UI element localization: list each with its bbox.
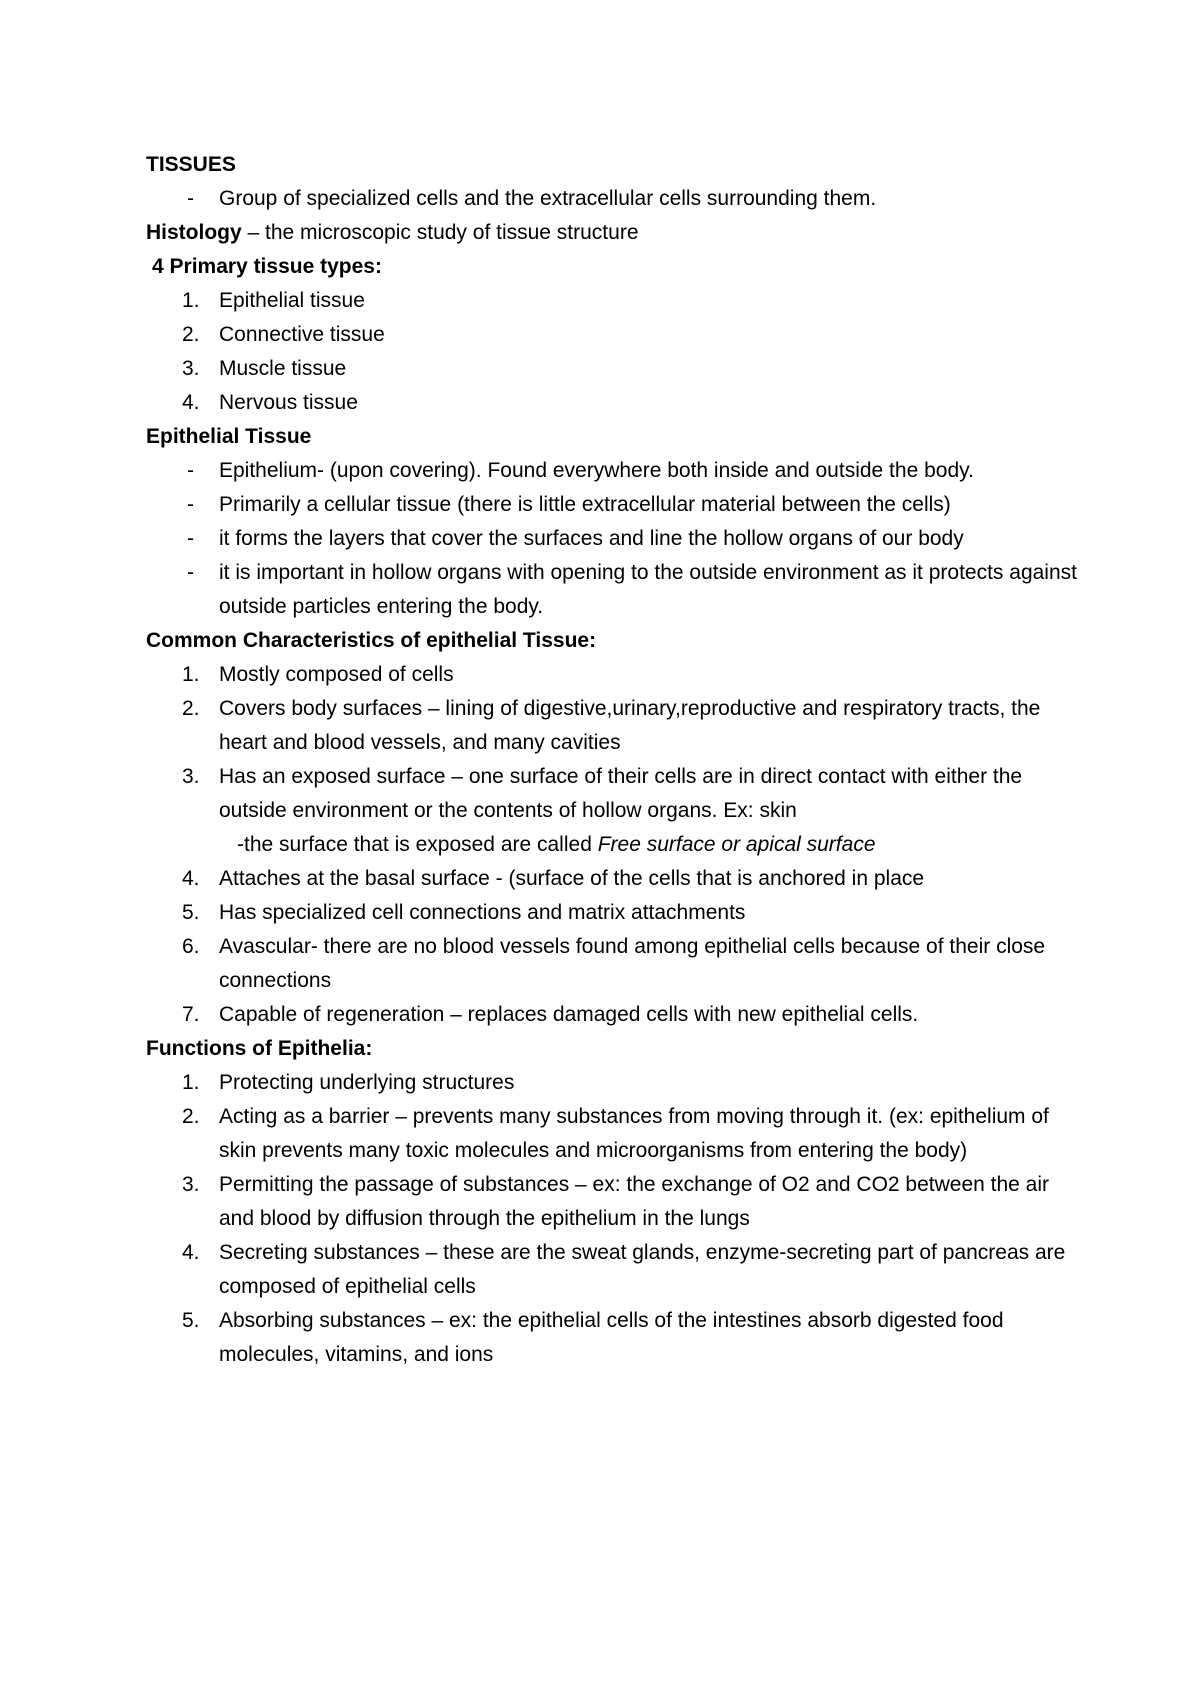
list-item <box>146 1100 1086 1168</box>
number-marker: 1. <box>182 289 200 312</box>
item-text: Epithelial tissue <box>219 289 365 312</box>
bullet-text: it is important in hollow organs with opening to the outside environment as it protects against outside particles entering the body. <box>219 561 1077 618</box>
item-text: Absorbing substances – ex: the epithelial cells of the intestines absorb digested food molecules, vitamins, and ions <box>219 1309 1004 1366</box>
list-item <box>146 760 1086 828</box>
number-marker: 2. <box>182 1105 200 1128</box>
item-text: Permitting the passage of substances – ex: the exchange of O2 and CO2 between the air and blood by diffusion through the epithelium in the lungs <box>219 1173 1050 1230</box>
apical-surface-note <box>146 828 1086 862</box>
item-text: Secreting substances – these are the sweat glands, enzyme-secreting part of pancreas are composed of epithelial cells <box>219 1241 1066 1298</box>
number-marker: 3. <box>182 765 200 788</box>
number-marker: 5. <box>182 1309 200 1332</box>
list-item <box>146 318 1086 352</box>
functions-list <box>146 1066 1086 1372</box>
list-item <box>146 1304 1086 1372</box>
bullet-text: Group of specialized cells and the extracellular cells surrounding them. <box>219 187 877 210</box>
list-item <box>146 692 1086 760</box>
bullet-text: Epithelium- (upon covering). Found everywhere both inside and outside the body. <box>219 459 974 482</box>
list-item <box>146 1168 1086 1236</box>
list-item <box>146 896 1086 930</box>
list-item <box>146 454 1086 488</box>
number-marker: 2. <box>182 323 200 346</box>
histology-definition <box>146 216 1086 250</box>
number-marker: 4. <box>182 867 200 890</box>
item-text: Connective tissue <box>219 323 385 346</box>
list-item <box>146 352 1086 386</box>
number-marker: 4. <box>182 1241 200 1264</box>
list-item <box>146 998 1086 1032</box>
note-text: -the surface that is exposed are called <box>237 833 598 856</box>
item-text: Acting as a barrier – prevents many substances from moving through it. (ex: epithelium of skin prevents many toxic molecules and microorganisms from entering the body) <box>219 1105 1049 1162</box>
tissues-bullet-list <box>146 182 1086 216</box>
item-text: Capable of regeneration – replaces damaged cells with new epithelial cells. <box>219 1003 919 1026</box>
number-marker: 3. <box>182 357 200 380</box>
number-marker: 6. <box>182 935 200 958</box>
item-text: Muscle tissue <box>219 357 347 380</box>
item-text: Mostly composed of cells <box>219 663 454 686</box>
list-item <box>146 556 1086 624</box>
bullet-text: it forms the layers that cover the surfaces and line the hollow organs of our body <box>219 527 964 550</box>
dash-marker: - <box>187 459 194 482</box>
number-marker: 1. <box>182 663 200 686</box>
histology-text: – the microscopic study of tissue structure <box>241 221 639 244</box>
heading-tissues: TISSUES <box>146 153 236 176</box>
list-item <box>146 284 1086 318</box>
dash-marker: - <box>187 527 194 550</box>
heading-primary-types: 4 Primary tissue types: <box>152 255 382 278</box>
item-text: Covers body surfaces – lining of digestive,urinary,reproductive and respiratory tracts, the heart and blood vessels, and many cavities <box>219 697 1041 754</box>
list-item <box>146 658 1086 692</box>
dash-marker: - <box>187 493 194 516</box>
list-item <box>146 522 1086 556</box>
dash-marker: - <box>187 561 194 584</box>
list-item <box>146 488 1086 522</box>
item-text: Protecting underlying structures <box>219 1071 515 1094</box>
number-marker: 3. <box>182 1173 200 1196</box>
item-text: Has an exposed surface – one surface of their cells are in direct contact with either the outside environment or the contents of hollow organs. Ex: skin <box>219 765 1023 822</box>
heading-functions: Functions of Epithelia: <box>146 1037 373 1060</box>
list-item <box>146 182 1086 216</box>
list-item <box>146 386 1086 420</box>
note-italic-text: Free surface or apical surface <box>597 833 876 856</box>
heading-characteristics: Common Characteristics of epithelial Tissue: <box>146 629 597 652</box>
list-item <box>146 1066 1086 1100</box>
primary-types-list <box>146 284 1086 420</box>
list-item <box>146 930 1086 998</box>
list-item <box>146 1236 1086 1304</box>
number-marker: 7. <box>182 1003 200 1026</box>
item-text: Attaches at the basal surface - (surface of the cells that is anchored in place <box>219 867 925 890</box>
number-marker: 2. <box>182 697 200 720</box>
item-text: Avascular- there are no blood vessels found among epithelial cells because of their close connections <box>219 935 1046 992</box>
number-marker: 4. <box>182 391 200 414</box>
list-item <box>146 862 1086 896</box>
document-body <box>146 148 1086 1372</box>
item-text: Has specialized cell connections and matrix attachments <box>219 901 746 924</box>
item-text: Nervous tissue <box>219 391 358 414</box>
bullet-text: Primarily a cellular tissue (there is little extracellular material between the cells) <box>219 493 951 516</box>
characteristics-list <box>146 658 1086 828</box>
dash-marker: - <box>187 187 194 210</box>
epithelial-bullet-list <box>146 454 1086 624</box>
heading-epithelial-tissue: Epithelial Tissue <box>146 425 312 448</box>
characteristics-list-continued <box>146 862 1086 1032</box>
number-marker: 5. <box>182 901 200 924</box>
histology-term: Histology <box>146 221 242 244</box>
number-marker: 1. <box>182 1071 200 1094</box>
